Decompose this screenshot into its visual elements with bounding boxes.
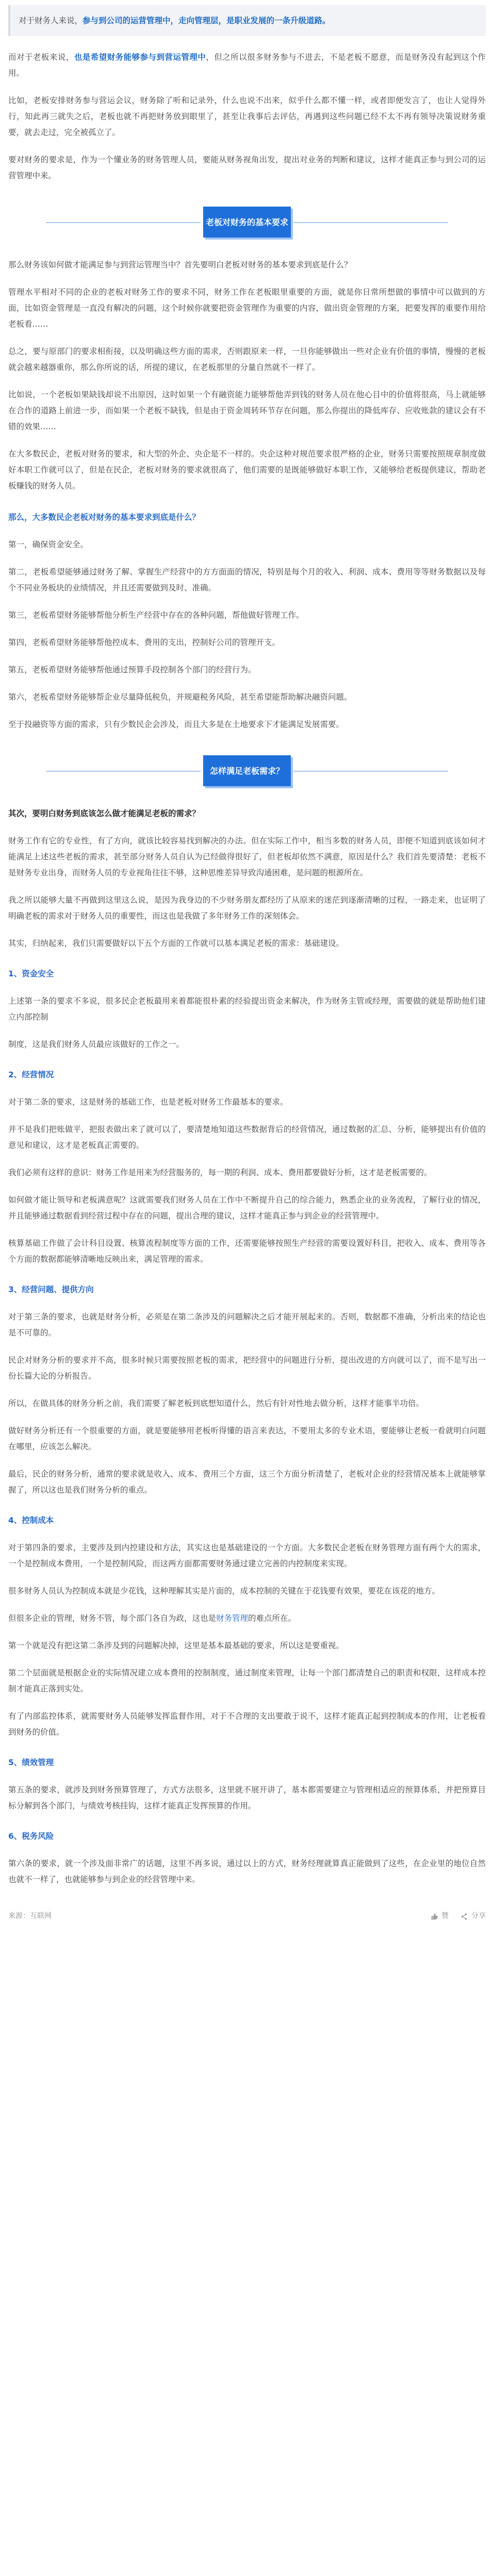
intro-box — [8, 5, 486, 36]
question-heading-2: 其次，要明白财务到底该怎么做才能满足老板的需求？ — [8, 809, 201, 818]
paragraph: 其实，归纳起来，我们只需要做好以下五个方面的工作就可以基本满足老板的需求：基础建设。 — [8, 939, 344, 948]
requirement-item: 第六，老板希望财务能够帮企业尽量降低税负，并规避税务风险，甚至希望能帮助解决融资问题。 — [8, 692, 352, 702]
paragraph: 财务工作有它的专业性，有了方向，就该比较容易找到解决的办法。但在实际工作中，相当多数的财务人员，即便不知道到底该如何才能满足上述这些老板的需求，甚至部分财务人员自认为已经做得很好了，但老板却依然不满意，原因是什么？我们首先要清楚：老板不是财务专业出身，而财务人员的专业视角往往不够，这种思维差异导致沟通困难，是问题的根源所在。 — [8, 836, 486, 877]
like-button[interactable] — [430, 1908, 449, 1924]
paragraph-lead: 而对于老板来说， — [8, 53, 74, 62]
paragraph: 我之所以能够大量不再做到这里这么说，是因为我身边的不少财务朋友都经历了从原来的迷茫到逐渐清晰的过程，一路走来，也证明了明确老板的需求对于财务人员的重要性，而这也是我做了多年财务工作的深刻体会。 — [8, 895, 486, 921]
paragraph: 制度，这是我们财务人员最应该做好的工作之一。 — [8, 1040, 185, 1049]
footer-actions — [430, 1908, 486, 1924]
block2 — [8, 257, 486, 494]
paragraph-rest: ，但之所以很多财务参与不进去，不是老板不愿意，而是财务没有起到这个作用。 — [8, 53, 486, 78]
intro-emphasis: 参与到公司的运营管理中，走向管理层，是职业发展的一条升级道路。 — [83, 16, 331, 25]
paragraph: 最后，民企的财务分析，通常的要求就是收入、成本、费用三个方面，这三个方面分析清楚了，老板对企业的经营情况基本上就能够掌握了，所以这也是我们财务分析的重点。 — [8, 1469, 486, 1495]
paragraph: 民企对财务分析的要求并不高，很多时候只需要按照老板的需求，把经营中的问题进行分析，提出改进的方向就可以了，而不是写出一份长篇大论的分析报告。 — [8, 1355, 486, 1381]
paragraph: 那么财务该如何做才能满足参与到营运管理当中？首先要明白老板对财务的基本要求到底是什么？ — [8, 260, 352, 269]
requirement-item: 第一，确保资金安全。 — [8, 540, 89, 549]
share-icon — [460, 1912, 468, 1921]
banner-title: 怎样满足老板需求？ — [203, 755, 291, 786]
requirement-item: 至于投融资等方面的需求，只有少数民企会涉及，而且大多是在土地要求下才能满足发展需要。 — [8, 720, 344, 729]
paragraph: 做好财务分析还有一个很重要的方面，就是要能够用老板听得懂的语言来表达，不要用太多的专业术语，要能够让老板一看就明白问题在哪里，应该怎么解决。 — [8, 1426, 486, 1451]
paragraph: 但很多企业的管理，财务不管，每个部门各自为政，这也是财务管理的难点所在。 — [8, 1614, 297, 1623]
section-banner — [8, 207, 486, 238]
paragraph: 上述第一条的要求不多说，很多民企老板最用来着都能很朴素的经验提出资金来解决，作为财务主管或经理，需要做的就是帮助他们建立内部控制 — [8, 996, 486, 1022]
paragraph: 核算基础工作做了会计科目设置、核算流程制度等方面的工作，还需要能够按照生产经营的需要设置好科目，把收入、成本、费用等各个方面的数据都能够清晰地反映出来，满足管理的需求。 — [8, 1239, 486, 1264]
items — [8, 966, 486, 1888]
paragraph: 在大多数民企，老板对财务的要求，和大型的外企、央企是不一样的。央企这种对规范要求很严格的企业，财务只需要按照规章制度做好本职工作就可以了，但是在民企，老板对财务的要求就很高了，他们需要的是既能够做好本职工作，又能够给老板提供建议，帮助老板赚钱的财务人员。 — [8, 449, 486, 490]
paragraph: 如何做才能让领导和老板满意呢？这就需要我们财务人员在工作中不断提升自己的综合能力，熟悉企业的业务流程，了解行业的情况，并且能够通过数据看到经营过程中存在的问题，提出合理的建议，这样才能真正参与到企业的经营管理中。 — [8, 1195, 486, 1221]
paragraph: 所以，在做具体的财务分析之前，我们需要了解老板到底想知道什么，然后有针对性地去做分析，这样才能事半功倍。 — [8, 1399, 424, 1408]
paragraph: 管理水平相对不同的企业的老板对财务工作的要求不同，财务工作在老板眼里重要的方面，就是你日常所想做的事情中可以做到的方面，比如资金管理是一直没有解决的问题，这个时候你就要把资金管理作为重要的内容，做出资金管理的方案，把要发挥的重要作用给老板看…… — [8, 287, 486, 329]
thumbs-up-icon — [430, 1912, 438, 1921]
article — [0, 5, 494, 1945]
share-button[interactable] — [460, 1908, 486, 1924]
intro-lead: 对于财务人来说， — [19, 16, 83, 25]
question-heading: 那么，大多数民企老板对财务的基本要求到底是什么？ — [8, 513, 201, 522]
inline-link[interactable]: 财务管理 — [216, 1614, 249, 1623]
paragraph: 比如说，一个老板如果缺钱却说不出原因，这时如果一个有融资能力能够帮他弄到钱的财务人员在他心目中的价值将很高，马上就能够在合作的道路上前进一步，而如果一个老板不缺钱，但是由于资金周转环节存在问题，那么你提出的降低库存、应收账款的建议会有不错的效果…… — [8, 390, 486, 431]
share-label: 分享 — [471, 1912, 486, 1920]
section-banner — [8, 755, 486, 786]
paragraph: 对于第三条的要求，也就是财务分析，必须是在第二条涉及的问题解决之后才能开展起来的。否则，数据都不准确，分析出来的结论也是不可靠的。 — [8, 1312, 486, 1337]
paragraph: 对于第二条的要求，这是财务的基础工作，也是老板对财务工作最基本的要求。 — [8, 1097, 288, 1107]
item-heading: 3、经营问题、提供方向 — [8, 1285, 94, 1294]
paragraph: 我们必须有这样的意识：财务工作是用来为经营服务的，每一期的利润、成本、费用都要做好分析，这才是老板需要的。 — [8, 1168, 432, 1177]
paragraph: 比如，老板安排财务参与营运会议，财务除了听和记录外，什么也说不出来，似乎什么都不懂一样，或者即便发言了，也让人觉得外行，知此再三就失之后，老板也就不再把财务放到眼里了，甚至让我事后去评估，再遇到这些问题已经不太不再有领导决策说财务重要，就去走过，完全被孤立了。 — [8, 96, 486, 137]
source-text: 来源：互联网 — [8, 1912, 52, 1920]
item-heading: 5、绩效管理 — [8, 1758, 54, 1767]
paragraph-emphasis: 也是希望财务能够参与到营运管理中 — [74, 53, 206, 62]
item-heading: 4、控制成本 — [8, 1516, 54, 1525]
item-heading: 2、经营情况 — [8, 1070, 54, 1079]
paragraph — [8, 49, 486, 81]
requirement-item: 第四，老板希望财务能够帮他控成本、费用的支出，控制好公司的管理开支。 — [8, 638, 281, 647]
requirement-item: 第二，老板希望能够通过财务了解、掌握生产经营中的方方面面的情况，特别是每个月的收入、利润、成本、费用等等财务数据以及每个不同业务板块的业绩情况，并且还需要做到及时、准确。 — [8, 567, 486, 592]
requirements-list — [8, 537, 486, 733]
requirement-item: 第五，老板希望财务能够帮他通过预算手段控制各个部门的经营行为。 — [8, 665, 256, 674]
footer — [8, 1908, 486, 1924]
block3 — [8, 833, 486, 952]
paragraph: 第一个就是没有把这第二条涉及到的问题解决掉，这里是基本最基础的要求，所以这是要重视。 — [8, 1641, 344, 1650]
paragraph: 并不是我们把账做平，把报表做出来了就可以了，要清楚地知道这些数据背后的经营情况，通过数据的汇总、分析，能够提出有价值的意见和建议，这才是老板真正需要的。 — [8, 1125, 486, 1150]
banner-title: 老板对财务的基本要求 — [203, 207, 291, 238]
requirement-item: 第三，老板希望财务能够帮他分析生产经营中存在的各种问题，帮他做好管理工作。 — [8, 611, 304, 620]
paragraph: 第二个层面就是根据企业的实际情况建立成本费用的控制制度，通过制度来管理，让每一个部门都清楚自己的职责和权限，这样成本控制才能真正落到实处。 — [8, 1668, 486, 1693]
paragraph: 对于第四条的要求，主要涉及到内控建设和方法，其实这也是基础建设的一个方面。大多数民企老板在财务管理方面有两个大的需求，一个是控制成本费用，一个是控制风险，而这两方面都需要财务通过建立完善的内控制度来实现。 — [8, 1543, 486, 1568]
paragraph: 要对财务的要求是，作为一个懂业务的财务管理人员，要能从财务视角出发，提出对业务的判断和建议，这样才能真正参与到公司的运营管理中来。 — [8, 155, 486, 180]
item-heading: 1、资金安全 — [8, 969, 54, 978]
paragraph: 第五条的要求，就涉及到财务预算管理了，方式方法很多，这里就不展开讲了，基本都需要建立与管理相适应的预算体系，并把预算目标分解到各个部门，与绩效考核挂钩，这样才能真正发挥预算的作用。 — [8, 1785, 486, 1810]
item-heading: 6、税务风险 — [8, 1832, 54, 1841]
paragraph: 第六条的要求，就一个涉及面非常广的话题，这里不再多说，通过以上的方式，财务经理就算真正能做到了这些，在企业里的地位自然也就不一样了，也就能够参与到企业的经营管理中来。 — [8, 1859, 486, 1884]
paragraph: 有了内部监控体系，就需要财务人员能够发挥监督作用，对于不合理的支出要敢于说不，这样才能真正起到控制成本的作用，让老板看到财务的价值。 — [8, 1711, 486, 1737]
paragraph: 很多财务人员认为控制成本就是少花钱，这种理解其实是片面的，成本控制的关键在于花钱要有效果，要花在该花的地方。 — [8, 1586, 440, 1596]
like-label: 赞 — [441, 1912, 449, 1920]
paragraph: 总之，要与原部门的要求相衔接，以及明确这些方面的需求，否则跟原来一样，一旦你能够做出一些对企业有价值的事情，慢慢的老板就会越来越器重你，那么你所说的话，所提的建议，在老板那里的分量自然就不一样了。 — [8, 347, 486, 372]
